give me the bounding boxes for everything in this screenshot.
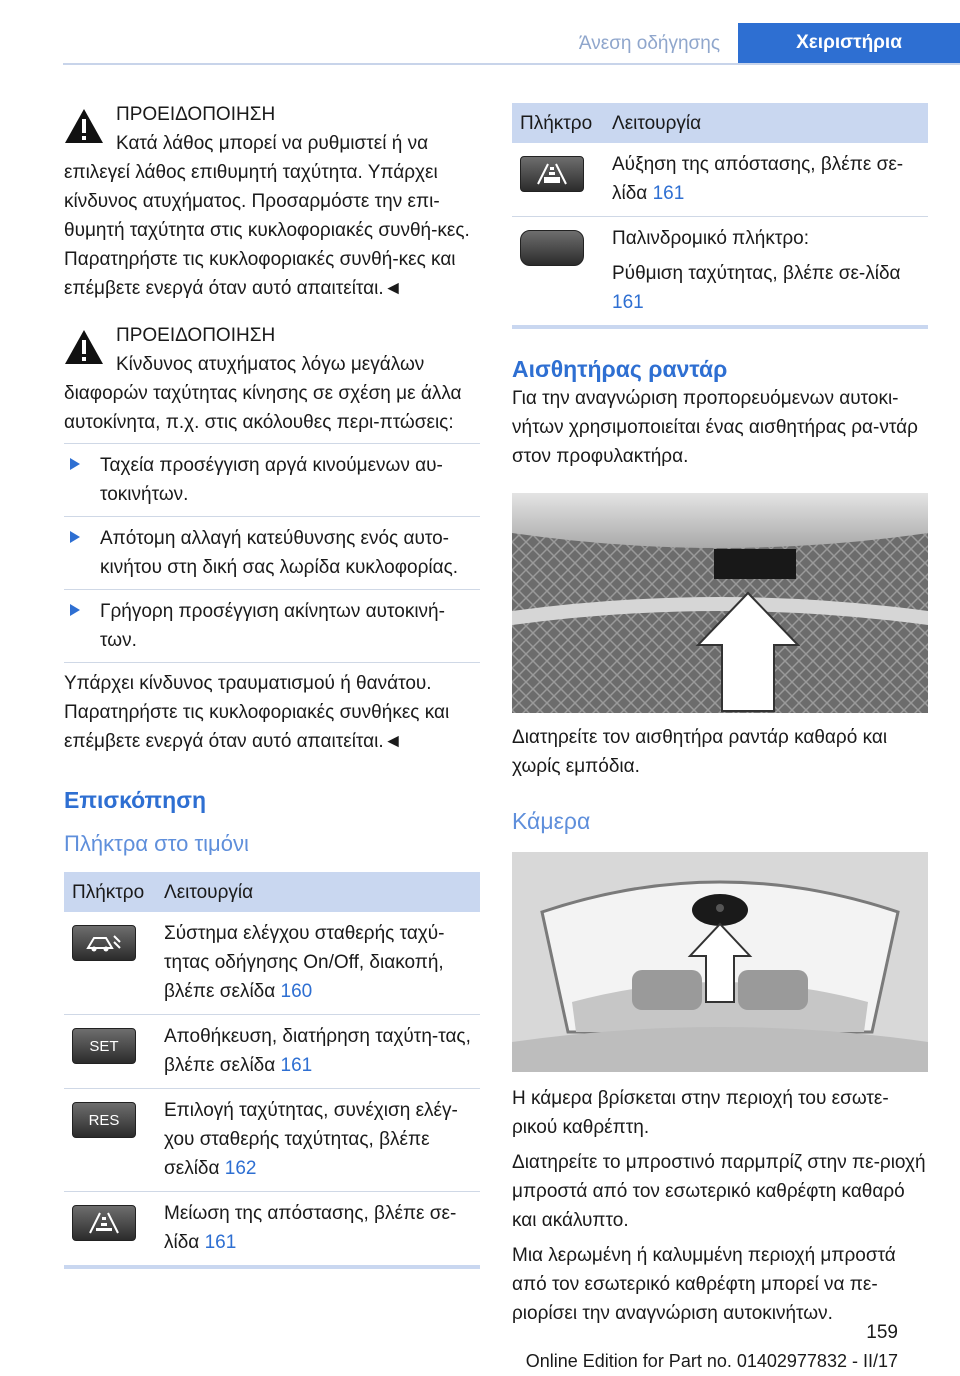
- table-row: [64, 912, 480, 1015]
- set-button-icon: SET: [72, 1028, 136, 1064]
- page-header: [63, 23, 960, 65]
- steering-buttons-table: [64, 872, 480, 1269]
- function-cell: Αποθήκευση, διατήρηση ταχύτη-τας, βλέπε σελίδα 161: [156, 1015, 480, 1089]
- column-header-key: Πλήκτρο: [512, 103, 604, 143]
- column-header-function: Λειτουργία: [604, 103, 928, 143]
- warning-text: Κίνδυνος ατυχήματος λόγω μεγάλων διαφορών ταχύτητας κίνησης σε σχέση με άλλα αυτοκίνητα, π.χ. στις ακόλουθες περι-πτώσεις:: [64, 354, 462, 433]
- chapter-tab: Χειριστήρια: [738, 23, 960, 63]
- column-header-key: Πλήκτρο: [64, 872, 156, 912]
- column-header-function: Λειτουργία: [156, 872, 480, 912]
- table-row: [64, 1089, 480, 1192]
- table-row: [64, 1015, 480, 1089]
- radar-heading: Αισθητήρας ραντάρ: [512, 356, 728, 382]
- steering-buttons-table-continued: [512, 103, 928, 329]
- page-link[interactable]: 161: [612, 292, 644, 313]
- list-item: Ταχεία προσέγγιση αργά κινούμενων αυ-τοκινήτων.: [64, 443, 480, 516]
- function-cell: Σύστημα ελέγχου σταθερής ταχύ-τητας οδήγησης On/Off, διακοπή, βλέπε σελίδα 160: [156, 912, 480, 1015]
- list-item: Γρήγορη προσέγγιση ακίνητων αυτοκινή-των.: [64, 589, 480, 662]
- radar-text: Για την αναγνώριση προπορευόμενων αυτοκι-νήτων χρησιμοποιείται ένας αισθητήρας ρα-ντάρ στον προφυλακτήρα.: [512, 388, 918, 467]
- res-button-icon: RES: [72, 1102, 136, 1138]
- radar-care-text: Διατηρείτε τον αισθητήρα ραντάρ καθαρό και χωρίς εμπόδια.: [512, 727, 888, 777]
- steering-buttons-heading: Πλήκτρα στο τιμόνι: [64, 831, 249, 856]
- function-cell: Μείωση της απόστασης, βλέπε σε-λίδα 161: [156, 1192, 480, 1268]
- camera-heading: Κάμερα: [512, 808, 591, 834]
- overview-heading: Επισκόπηση: [64, 787, 206, 813]
- cruise-control-icon: [72, 925, 136, 961]
- bullet-triangle-icon: [70, 458, 80, 470]
- function-cell: Παλινδρομικό πλήκτρο: Ρύθμιση ταχύτητας, βλέπε σε-λίδα 161: [604, 217, 928, 328]
- page-footer: [526, 1318, 898, 1376]
- warning-bullets: [64, 443, 480, 662]
- warning-icon: [64, 108, 104, 144]
- camera-care-text: Διατηρείτε το μπροστινό παρμπρίζ στην πε-ριοχή μπροστά από τον εσωτερικό καθρέφτη καθαρό και ακάλυπτο.: [512, 1152, 926, 1231]
- rocker-switch-icon: [520, 230, 584, 266]
- table-header-row: [512, 103, 928, 143]
- warning-box-2: [64, 321, 480, 756]
- bullet-triangle-icon: [70, 604, 80, 616]
- section-title: Άνεση οδήγησης: [578, 33, 720, 54]
- camera-photo: [512, 852, 928, 1072]
- distance-decrease-icon: [72, 1205, 136, 1241]
- edition-note: Online Edition for Part no. 01402977832 - II/17: [525, 1351, 898, 1371]
- radar-sensor-photo: [512, 493, 928, 713]
- page-link[interactable]: 162: [224, 1158, 257, 1179]
- table-header-row: [64, 872, 480, 912]
- page-link[interactable]: 161: [204, 1232, 237, 1253]
- right-column: [512, 100, 928, 1334]
- bullet-triangle-icon: [70, 531, 80, 543]
- warning-box-1: [64, 100, 480, 303]
- warning-icon: [64, 329, 104, 365]
- left-column: [64, 100, 480, 1269]
- distance-increase-icon: [520, 156, 584, 192]
- camera-location-text: Η κάμερα βρίσκεται στην περιοχή του εσωτε-ρικού καθρέπτη.: [512, 1088, 889, 1138]
- function-cell: Επιλογή ταχύτητας, συνέχιση ελέγ-χου σταθερής ταχύτητας, βλέπε σελίδα 162: [156, 1089, 480, 1192]
- table-row: [64, 1192, 480, 1268]
- warning-text: Κατά λάθος μπορεί να ρυθμιστεί ή να επιλεγεί λάθος επιθυμητή ταχύτητα. Υπάρχει κίνδυνος ατυχήματος. Προσαρμόστε την επι-θυμητή ταχύτητα στις κυκλοφοριακές συνθή-κες. Παρατηρήστε τις κυκλοφοριακές συνθή-κες και επέμβετε ενεργά όταν αυτό απαιτείται.◄: [64, 133, 470, 299]
- warning-title: ΠΡΟΕΙΔΟΠΟΙΗΣΗ: [116, 104, 276, 125]
- function-cell: Αύξηση της απόστασης, βλέπε σε-λίδα 161: [604, 143, 928, 217]
- table-row: [512, 217, 928, 328]
- warning-title: ΠΡΟΕΙΔΟΠΟΙΗΣΗ: [116, 325, 276, 346]
- warning-closing: Υπάρχει κίνδυνος τραυματισμού ή θανάτου. Παρατηρήστε τις κυκλοφοριακές συνθήκες και επέμβετε ενεργά όταν αυτό απαιτείται.◄: [64, 662, 480, 756]
- page-number: 159: [866, 1322, 898, 1343]
- page-link[interactable]: 160: [280, 981, 313, 1002]
- list-item: Απότομη αλλαγή κατεύθυνσης ενός αυτο-κινήτου στη δική σας λωρίδα κυκλοφορίας.: [64, 516, 480, 589]
- camera-warning-text: Μια λερωμένη ή καλυμμένη περιοχή μπροστά από τον εσωτερικό καθρέφτη μπορεί να πε-ριορίσει την αναγνώριση αυτοκινήτων.: [512, 1245, 896, 1324]
- table-row: [512, 143, 928, 217]
- page-link[interactable]: 161: [280, 1055, 313, 1076]
- page-link[interactable]: 161: [652, 183, 685, 204]
